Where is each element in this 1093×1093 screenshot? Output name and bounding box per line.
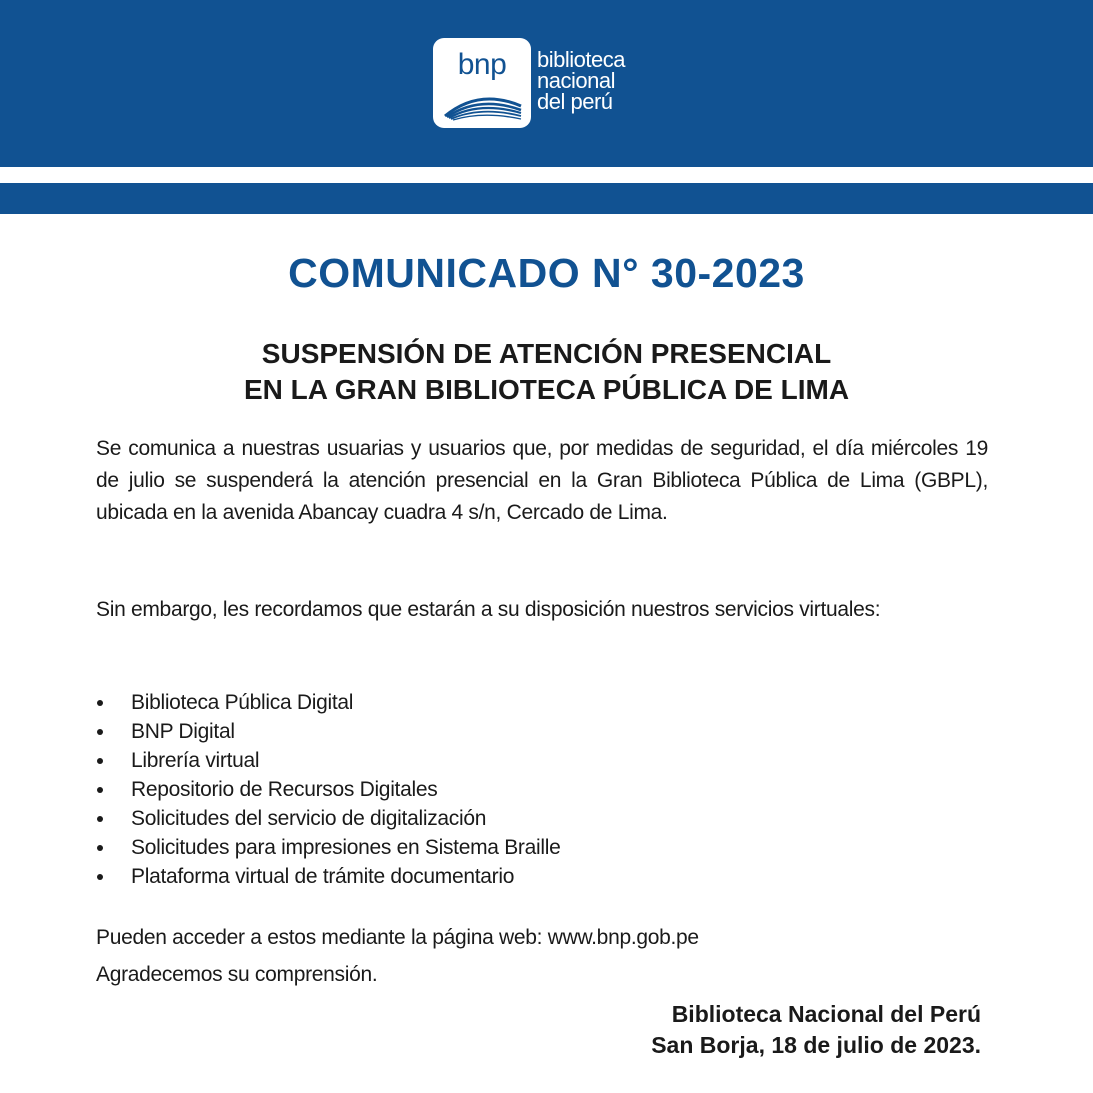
services-list — [96, 688, 560, 891]
logo-wordmark — [537, 49, 625, 112]
logo-word-3: del perú — [537, 89, 613, 114]
bnp-logo — [433, 38, 625, 128]
list-item: Solicitudes para impresiones en Sistema Braille — [96, 833, 560, 862]
list-item: BNP Digital — [96, 717, 560, 746]
signature-org: Biblioteca Nacional del Perú — [671, 1001, 981, 1027]
logo-badge — [433, 38, 531, 128]
logo-word-1: biblioteca — [537, 47, 625, 72]
list-item: Plataforma virtual de trámite documentario — [96, 862, 560, 891]
subtitle-line-1: SUSPENSIÓN DE ATENCIÓN PRESENCIAL — [261, 338, 832, 369]
page-title: COMUNICADO N° 30-2023 — [288, 250, 805, 296]
list-item: Librería virtual — [96, 746, 560, 775]
book-arcs-icon — [441, 86, 523, 122]
logo-abbr: bnp — [457, 48, 507, 81]
subtitle — [0, 336, 1093, 408]
logo-word-2: nacional — [537, 68, 615, 93]
signature-place-date: San Borja, 18 de julio de 2023. — [651, 1032, 981, 1058]
list-item: Biblioteca Pública Digital — [96, 688, 560, 717]
announcement-paragraph: Se comunica a nuestras usuarias y usuarios que, por medidas de seguridad, el día miércoles 19 de julio se suspenderá la atención presencial en la Gran Biblioteca Pública de Lima (GBPL), ubicada en la avenida Abancay cuadra 4 s/n, Cercado de Lima. — [96, 437, 988, 524]
website-line: Pueden acceder a estos mediante la página web: www.bnp.gob.pe — [96, 926, 699, 949]
services-intro-paragraph: Sin embargo, les recordamos que estarán a su disposición nuestros servicios virtuales: — [96, 598, 881, 621]
thanks-line: Agradecemos su comprensión. — [96, 963, 378, 986]
list-item: Repositorio de Recursos Digitales — [96, 775, 560, 804]
signature-block — [651, 999, 981, 1061]
header-stripe — [0, 183, 1093, 214]
list-item: Solicitudes del servicio de digitalización — [96, 804, 560, 833]
subtitle-line-2: EN LA GRAN BIBLIOTECA PÚBLICA DE LIMA — [243, 374, 850, 405]
